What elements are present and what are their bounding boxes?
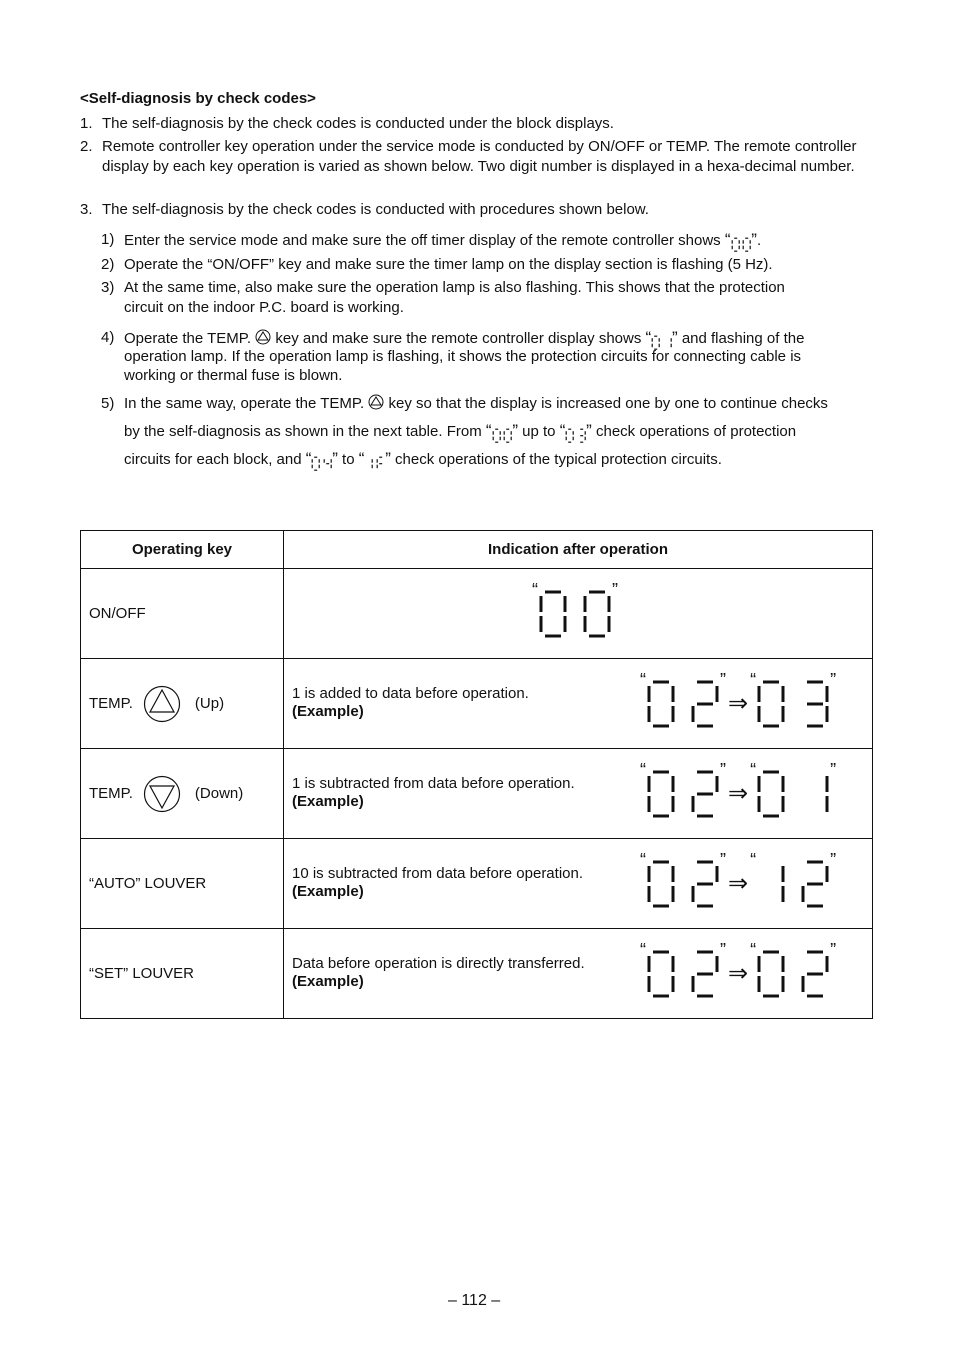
arrow-icon: ⇒ (728, 780, 749, 807)
header-operating-key: Operating key (81, 531, 284, 569)
segment-code-04 (311, 452, 332, 472)
arrow-icon: ⇒ (728, 960, 749, 987)
page-number: – 112 – (448, 1292, 501, 1309)
segment-code-00 (492, 424, 513, 444)
temp-up-triangle-icon (143, 685, 181, 723)
indication-content (292, 929, 864, 1018)
open-quote: “ (485, 421, 492, 440)
indication-description (292, 775, 575, 811)
table-row (81, 929, 873, 1019)
open-quote: “ (640, 760, 646, 780)
operating-key-cell (81, 569, 284, 659)
step-text (124, 394, 828, 414)
temp-up-key-icon (255, 329, 271, 345)
temp-up-key-icon (368, 394, 384, 410)
list-text: The self-diagnosis by the check codes is conducted with procedures shown below. (102, 201, 649, 218)
close-quote: ” (332, 449, 338, 468)
list-number: 3. (80, 201, 93, 218)
desc-text: 1 is subtracted from data before operation. (292, 775, 575, 792)
key-label: TEMP. (89, 695, 133, 712)
step-text (124, 230, 761, 253)
segment-digit-0 (646, 859, 676, 909)
open-quote: “ (750, 850, 757, 870)
step-text-part: . (756, 232, 762, 249)
segment-digit-1 (364, 456, 373, 471)
open-quote: “ (750, 760, 757, 780)
close-quote: ” (720, 760, 726, 780)
segment-digit-2 (690, 769, 720, 819)
step-text-part: circuits for each block, and (124, 451, 306, 468)
step-text-part: up to (517, 423, 560, 440)
segment-digit-2 (690, 859, 720, 909)
open-quote: “ (559, 421, 566, 440)
check-code-table (80, 530, 873, 1019)
step-text-part: Operate the TEMP. (124, 330, 256, 347)
step-text-part: by the self-diagnosis as shown in the next table. From (124, 423, 486, 440)
desc-text: Data before operation is directly transferred. (292, 955, 585, 972)
desc-text: 1 is added to data before operation. (292, 685, 529, 702)
close-quote: ” (612, 580, 618, 600)
segment-digit-2 (690, 949, 720, 999)
segment-digit-0 (492, 428, 501, 443)
table-row (81, 749, 873, 839)
segment-digit-F (376, 456, 385, 471)
indication-description (292, 865, 583, 901)
segment-digit-3 (577, 428, 586, 443)
segment-digit-0 (646, 949, 676, 999)
open-quote: “ (750, 940, 757, 960)
close-quote: ” (830, 940, 837, 960)
segment-display (640, 850, 837, 909)
close-quote: ” (512, 421, 518, 440)
key-label: “AUTO” LOUVER (89, 875, 207, 892)
segment-digit-3 (800, 679, 830, 729)
step-text: At the same time, also make sure the operation lamp is also flashing. This shows that the protection (124, 279, 785, 296)
open-quote: “ (532, 580, 538, 600)
open-quote: “ (640, 670, 646, 690)
example-label: (Example) (292, 793, 364, 810)
indication-cell (284, 839, 873, 929)
key-direction: (Down) (194, 785, 244, 802)
segment-digit-0 (646, 769, 676, 819)
close-quote: ” (720, 940, 726, 960)
example-label: (Example) (292, 973, 364, 990)
step-text-part: key so that the display is increased one by one to continue checks (384, 395, 828, 412)
indication-cell (284, 659, 873, 749)
step-text-part: key and make sure the remote controller display shows (271, 330, 646, 347)
segment-digit-0 (742, 237, 751, 252)
segment-digit-0 (756, 679, 786, 729)
close-quote: ” (830, 670, 837, 690)
step-number: 4) (101, 329, 115, 346)
close-quote: ” (720, 670, 726, 690)
segment-display (640, 760, 837, 819)
indication-content (292, 659, 864, 748)
arrow-icon: ⇒ (728, 690, 749, 717)
close-quote: ” (671, 328, 678, 347)
table-row (81, 569, 873, 659)
key-wrap (89, 749, 275, 838)
indication-content (292, 839, 864, 928)
section-heading: <Self-diagnosis by check codes> (80, 90, 316, 107)
segment-digit-0 (756, 949, 786, 999)
open-quote: “ (640, 940, 646, 960)
segment-digit-2 (800, 949, 830, 999)
segment-digit-1 (756, 859, 786, 909)
segment-digit-1 (800, 769, 830, 819)
step-text (124, 421, 796, 444)
step-text: working or thermal fuse is blown. (124, 367, 343, 384)
indication-content (292, 749, 864, 838)
segment-digit-0 (646, 679, 676, 729)
segment-code-1f (364, 452, 385, 472)
header-indication: Indication after operation (284, 531, 873, 569)
close-quote: ” (751, 230, 757, 249)
close-quote: ” (385, 449, 391, 468)
step-text-part: Enter the service mode and make sure the off timer display of the remote controller shows (124, 232, 725, 249)
step-number: 1) (101, 231, 115, 248)
table-row (81, 659, 873, 749)
step-text-part: and flashing of the (677, 330, 805, 347)
table-header-row (81, 531, 873, 569)
open-quote: “ (750, 670, 757, 690)
indication-cell (284, 929, 873, 1019)
segment-digit-2 (690, 679, 720, 729)
close-quote: ” (586, 421, 592, 440)
step-number: 5) (101, 395, 115, 412)
step-text: Operate the “ON/OFF” key and make sure the timer lamp on the display section is flashing (5 Hz). (124, 256, 773, 273)
segment-digit-0 (311, 456, 320, 471)
operating-key-cell (81, 929, 284, 1019)
step-text-part: to (337, 451, 359, 468)
segment-digit-0 (582, 589, 612, 639)
step-text (124, 449, 722, 472)
list-text: Remote controller key operation under the service mode is conducted by ON/OFF or TEMP. The remote controller display by each key operation is varied as shown below. Two digit number is displayed in a hexa-decimal number. (102, 138, 857, 175)
operating-key-cell (81, 749, 284, 839)
indication-description (292, 955, 585, 991)
key-label: TEMP. (89, 785, 133, 802)
example-label: (Example) (292, 883, 364, 900)
step-text-part: In the same way, operate the TEMP. (124, 395, 369, 412)
list-text: The self-diagnosis by the check codes is conducted under the block displays. (102, 115, 614, 132)
open-quote: “ (305, 449, 312, 468)
key-label: “SET” LOUVER (89, 965, 195, 982)
desc-text: 10 is subtracted from data before operation. (292, 865, 584, 882)
step-text: circuit on the indoor P.C. board is working. (124, 299, 404, 316)
close-quote: ” (720, 850, 726, 870)
segment-digit-4 (323, 456, 332, 471)
arrow-icon: ⇒ (728, 870, 749, 897)
open-quote: “ (358, 449, 365, 468)
close-quote: ” (830, 850, 837, 870)
list-number: 2. (80, 138, 93, 155)
segment-display (640, 940, 837, 999)
segment-digit-0 (756, 769, 786, 819)
open-quote: “ (724, 230, 731, 249)
open-quote: “ (645, 328, 652, 347)
segment-digit-0 (731, 237, 740, 252)
list-number: 1. (80, 115, 93, 132)
indication-content (292, 569, 864, 658)
key-wrap (89, 659, 275, 748)
indication-cell (284, 749, 873, 839)
segment-display (532, 580, 618, 639)
segment-digit-0 (538, 589, 568, 639)
table-row (81, 839, 873, 929)
segment-code-03 (565, 424, 586, 444)
temp-down-triangle-icon (143, 775, 181, 813)
open-quote: “ (640, 850, 646, 870)
key-direction: (Up) (194, 695, 225, 712)
operating-key-cell (81, 839, 284, 929)
key-label: ON/OFF (89, 605, 146, 622)
segment-code-00 (731, 233, 752, 253)
segment-display (640, 670, 837, 729)
segment-digit-0 (565, 428, 574, 443)
close-quote: ” (830, 760, 837, 780)
step-text: operation lamp. If the operation lamp is flashing, it shows the protection circuits for connecting cable is (124, 348, 802, 365)
step-text-part: check operations of protection (591, 423, 797, 440)
operating-key-cell (81, 659, 284, 749)
indication-description (292, 685, 529, 721)
segment-digit-0 (503, 428, 512, 443)
step-text-part: check operations of the typical protection circuits. (390, 451, 722, 468)
example-label: (Example) (292, 703, 364, 720)
step-number: 3) (101, 279, 115, 296)
step-number: 2) (101, 256, 115, 273)
indication-cell (284, 569, 873, 659)
segment-digit-2 (800, 859, 830, 909)
